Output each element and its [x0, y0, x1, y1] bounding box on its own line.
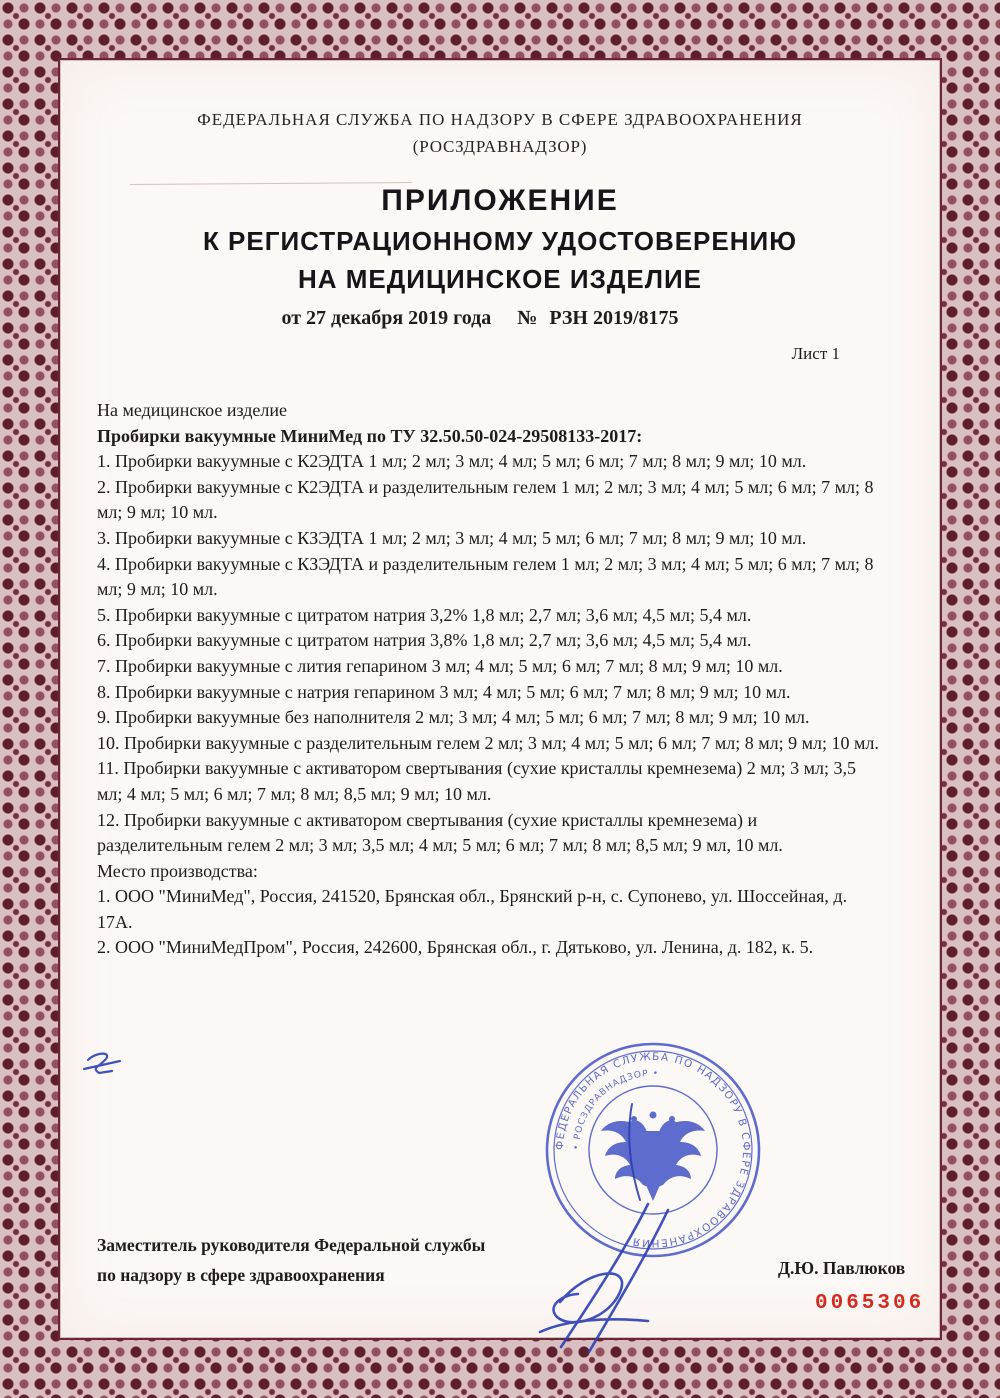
body-text	[97, 398, 883, 961]
production-site: 1. ООО "МиниМед", Россия, 241520, Брянская обл., Брянский р-н, с. Супонево, ул. Шоссейная, д. 17А.	[97, 886, 848, 932]
production-sites	[97, 884, 883, 961]
document-title	[60, 184, 940, 295]
double-headed-eagle-icon	[601, 1112, 705, 1202]
serial-number: 0065306	[815, 1292, 925, 1315]
signatory-name: Д.Ю. Павлюков	[778, 1258, 906, 1278]
production-site: 2. ООО "МиниМедПром", Россия, 242600, Брянская обл., г. Дятьково, ул. Ленина, д. 182, к. 5.	[97, 937, 814, 958]
stamp-outer-ring-text: ФЕДЕРАЛЬНАЯ СЛУЖБА ПО НАДЗОРУ В СФЕРЕ ЗДРАВООХРАНЕНИЯ	[553, 1050, 753, 1250]
product-item: 1. Пробирки вакуумные с К2ЭДТА 1 мл; 2 мл; 3 мл; 4 мл; 5 мл; 6 мл; 7 мл; 8 мл; 9 мл; 10 мл.	[97, 451, 807, 472]
signatory-title-line-1: Заместитель руководителя Федеральной службы	[97, 1235, 486, 1255]
product-item: 9. Пробирки вакуумные без наполнителя 2 мл; 3 мл; 4 мл; 5 мл; 6 мл; 7 мл; 8 мл; 9 мл; 10 мл.	[97, 707, 810, 728]
product-item: 4. Пробирки вакуумные с КЗЭДТА и разделительным гелем 1 мл; 2 мл; 3 мл; 4 мл; 5 мл; 6 мл; 7 мл; 8 мл; 9 мл; 10 мл.	[97, 553, 874, 600]
product-item: 3. Пробирки вакуумные с КЗЭДТА 1 мл; 2 мл; 3 мл; 4 мл; 5 мл; 6 мл; 7 мл; 8 мл; 9 мл; 10 мл.	[97, 527, 807, 548]
product-list-title: Пробирки вакуумные МиниМед по ТУ 32.50.50-024-29508133-2017:	[97, 425, 643, 446]
stamp-inner-ring-text: • РОСЗДРАВНАДЗОР •	[571, 1068, 660, 1151]
reg-number: РЗН 2019/8175	[549, 307, 679, 329]
sheet-label: Лист 1	[791, 344, 840, 363]
official-stamp	[538, 1035, 768, 1265]
agency-header	[60, 110, 940, 157]
agency-name: ФЕДЕРАЛЬНАЯ СЛУЖБА ПО НАДЗОРУ В СФЕРЕ ЗДРАВООХРАНЕНИЯ	[197, 110, 803, 129]
intro-line: На медицинское изделие	[97, 400, 288, 420]
product-item: 12. Пробирки вакуумные с активатором свертывания (сухие кристаллы кремнезема) и разделительным гелем 2 мл; 3 мл; 3,5 мл; 4 мл; 5 мл; 6 мл; 7 мл; 8 мл; 8,5 мл; 9 мл, 10 мл.	[97, 809, 783, 856]
title-line-2: К РЕГИСТРАЦИОННОМУ УДОСТОВЕРЕНИЮ	[202, 226, 798, 256]
title-line-3: НА МЕДИЦИНСКОЕ ИЗДЕЛИЕ	[298, 264, 702, 294]
product-item: 7. Пробирки вакуумные с лития гепарином 3 мл; 4 мл; 5 мл; 6 мл; 7 мл; 8 мл; 9 мл; 10 мл.	[97, 655, 783, 676]
product-item: 6. Пробирки вакуумные с цитратом натрия 3,8% 1,8 мл; 2,7 мл; 3,6 мл; 4,5 мл; 5,4 мл.	[97, 630, 752, 651]
agency-abbr: (РОСЗДРАВНАДЗОР)	[412, 137, 588, 156]
signatory-title	[97, 1230, 485, 1290]
issue-date-line	[0, 307, 960, 330]
product-items	[97, 449, 883, 859]
product-item: 10. Пробирки вакуумные с разделительным гелем 2 мл; 3 мл; 4 мл; 5 мл; 6 мл; 7 мл; 8 мл; 9 мл; 10 мл.	[97, 732, 879, 753]
issue-date: от 27 декабря 2019 года	[281, 307, 492, 329]
product-item: 2. Пробирки вакуумные с К2ЭДТА и разделительным гелем 1 мл; 2 мл; 3 мл; 4 мл; 5 мл; 6 мл; 7 мл; 8 мл; 9 мл; 10 мл.	[97, 476, 874, 523]
reg-number-label: №	[517, 307, 538, 329]
product-item: 11. Пробирки вакуумные с активатором свертывания (сухие кристаллы кремнезема) 2 мл; 3 мл; 3,5 мл; 4 мл; 5 мл; 6 мл; 7 мл; 8 мл; 8,5 мл; 9 мл; 10 мл.	[97, 758, 857, 804]
product-item: 5. Пробирки вакуумные с цитратом натрия 3,2% 1,8 мл; 2,7 мл; 3,6 мл; 4,5 мл; 5,4 мл.	[97, 604, 752, 625]
title-line-1: ПРИЛОЖЕНИЕ	[381, 184, 619, 217]
product-item: 8. Пробирки вакуумные с натрия гепарином 3 мл; 4 мл; 5 мл; 6 мл; 7 мл; 8 мл; 9 мл; 10 мл.	[97, 681, 791, 702]
signatory-title-line-2: по надзору в сфере здравоохранения	[97, 1265, 385, 1285]
production-heading: Место производства:	[97, 860, 258, 881]
